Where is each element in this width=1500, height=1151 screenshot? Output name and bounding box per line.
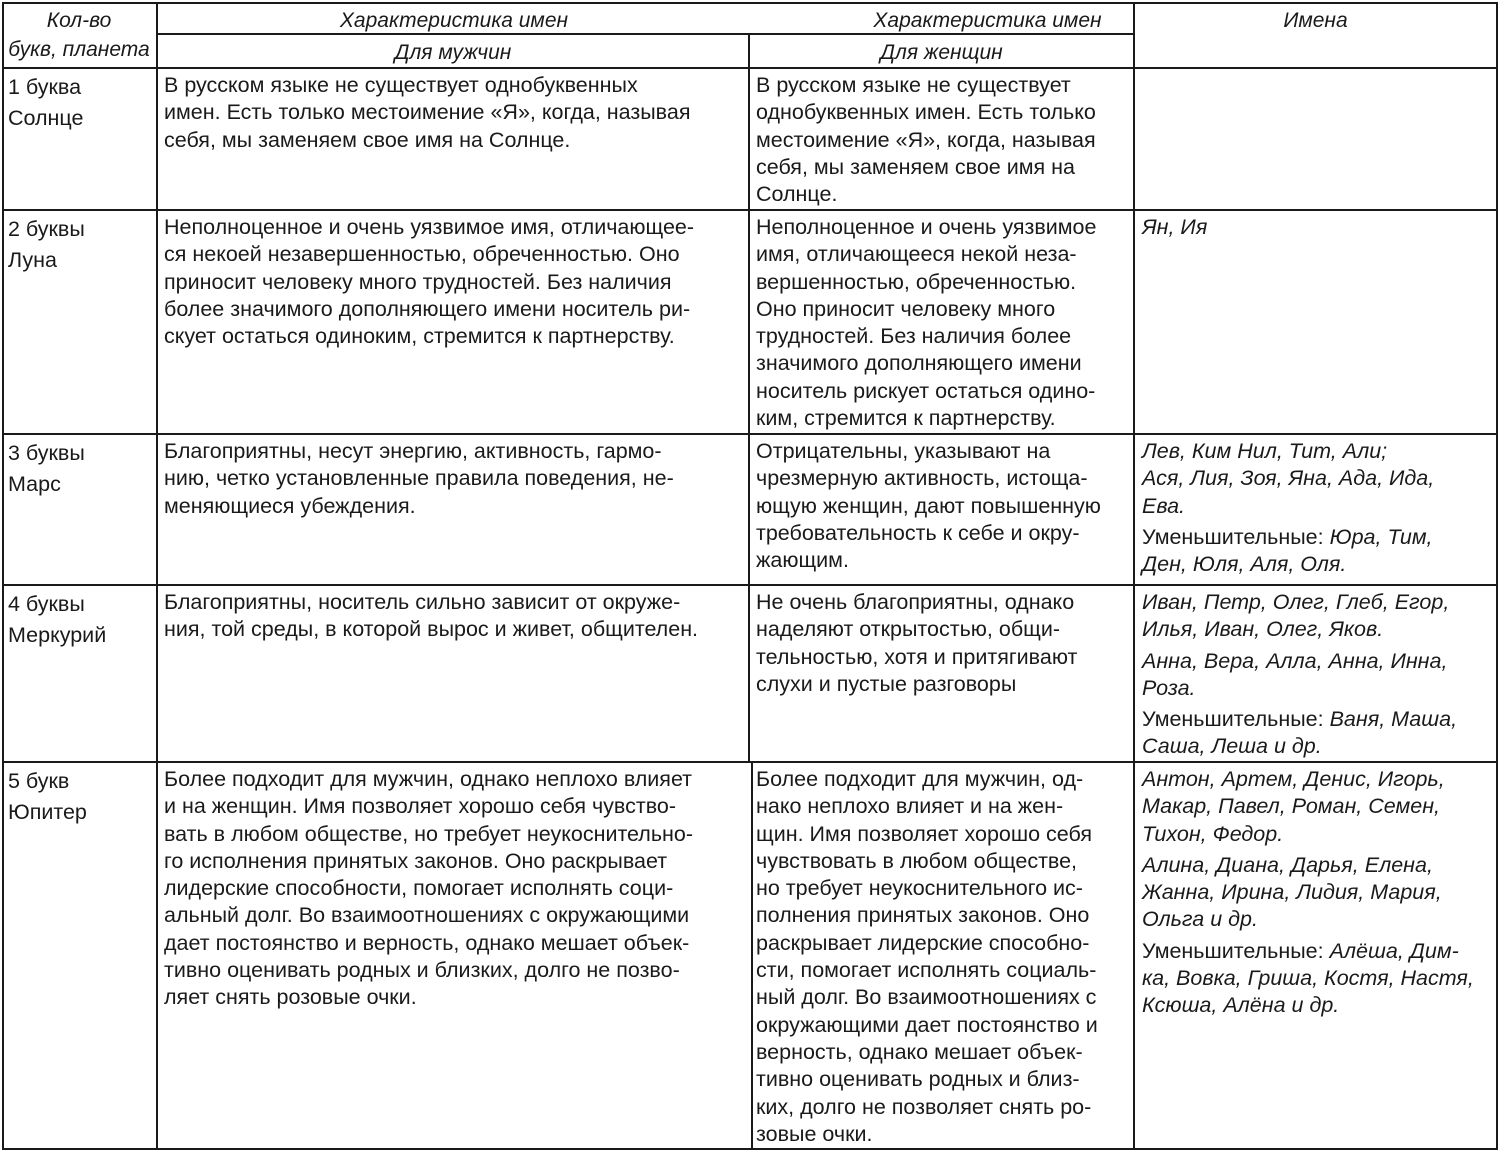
text-line: полнения принятых законов. Оно bbox=[756, 903, 1090, 928]
cell-names bbox=[1142, 589, 1494, 761]
names-text: Ян, Ия bbox=[1142, 215, 1208, 239]
text-line: сти, помогает исполнять социаль- bbox=[756, 958, 1097, 983]
text-line: наделяют открытостью, общи- bbox=[756, 617, 1060, 642]
text-line: В русском языке не существует однобуквенных bbox=[164, 73, 638, 97]
names-text: Юра, Тим, bbox=[1329, 524, 1433, 549]
header-women-sub: Для женщин bbox=[880, 41, 1003, 64]
names-line bbox=[1142, 465, 1494, 492]
text-line: Неполноценное и очень уязвимое имя, отличающее- bbox=[164, 215, 695, 239]
grid-row-sep-2 bbox=[2, 433, 1498, 435]
names-text: Макар, Павел, Роман, Семен, bbox=[1142, 794, 1440, 819]
letter-count: 5 букв bbox=[8, 769, 70, 793]
names-text: Илья, Иван, Олег, Яков. bbox=[1142, 617, 1384, 642]
text-line: го исполнения принятых законов. Оно раскрывает bbox=[164, 848, 668, 873]
header-men-sub: Для мужчин bbox=[394, 41, 512, 64]
grid-row-sep-3 bbox=[2, 584, 1498, 586]
cell-men-description bbox=[164, 438, 749, 520]
names-line bbox=[1142, 675, 1494, 702]
planet-name: Луна bbox=[8, 248, 57, 272]
text-line: вать в любом обществе, но требует неукоснительно- bbox=[164, 821, 694, 846]
text-line: ния, той среды, в которой вырос и живет, общителен. bbox=[164, 617, 699, 642]
text-line: значимого дополняющего имени bbox=[756, 351, 1082, 376]
cell-women-description bbox=[756, 589, 1134, 698]
text-line: Более подходит для мужчин, однако неплохо влияет bbox=[164, 767, 693, 791]
text-line: имя, отличающееся некой неза- bbox=[756, 242, 1077, 267]
names-text: Жанна, Ирина, Лидия, Мария, bbox=[1142, 880, 1442, 905]
text-line: требовательность к себе и окру- bbox=[756, 520, 1080, 545]
names-line bbox=[1142, 965, 1494, 992]
names-group bbox=[1142, 524, 1494, 579]
names-line bbox=[1142, 648, 1494, 675]
cell-count-planet bbox=[8, 589, 154, 651]
names-prefix: Уменьшительные: bbox=[1142, 524, 1330, 549]
text-line: верность, однако мешает объек- bbox=[756, 1039, 1083, 1064]
text-line: В русском языке не существует bbox=[756, 73, 1071, 97]
names-text: Антон, Артем, Денис, Игорь, bbox=[1142, 767, 1445, 791]
planet-name: Солнце bbox=[8, 106, 84, 130]
text-line: и на женщин. Имя позволяет хорошо себя чувство- bbox=[164, 794, 677, 819]
text-line: однобуквенных имен. Есть только bbox=[756, 100, 1096, 125]
text-line: трудностей. Без наличия более bbox=[756, 324, 1072, 349]
names-text: Анна, Вера, Алла, Анна, Инна, bbox=[1142, 648, 1448, 673]
text-line: тивно оценивать родных и близких, долго не позво- bbox=[164, 958, 680, 983]
text-line: тельностью, хотя и притягивают bbox=[756, 644, 1078, 669]
header-count-line1: Кол-во bbox=[46, 9, 112, 32]
text-line: тивно оценивать родных и близ- bbox=[756, 1067, 1080, 1092]
text-line: себя, мы заменяем свое имя на Солнце. bbox=[164, 127, 571, 152]
names-prefix: Уменьшительные: bbox=[1142, 938, 1330, 963]
text-line: Благоприятны, носитель сильно зависит от окруже- bbox=[164, 590, 681, 614]
text-line: окружающими дает постоянство и bbox=[756, 1012, 1098, 1037]
names-line bbox=[1142, 524, 1494, 551]
cell-names bbox=[1142, 766, 1494, 1020]
names-line bbox=[1142, 493, 1494, 520]
text-line: нию, четко установленные правила поведения, не- bbox=[164, 466, 674, 491]
names-line bbox=[1142, 766, 1494, 793]
text-line: ляет снять розовые очки. bbox=[164, 985, 417, 1010]
text-line: щин. Имя позволяет хорошо себя bbox=[756, 821, 1093, 846]
names-prefix: Уменьшительные: bbox=[1142, 707, 1330, 732]
names-text: Алина, Диана, Дарья, Елена, bbox=[1142, 852, 1433, 877]
text-line: чрезмерную активность, истоща- bbox=[756, 466, 1088, 491]
cell-names bbox=[1142, 214, 1494, 241]
letter-count: 1 буква bbox=[8, 75, 82, 99]
names-line bbox=[1142, 793, 1494, 820]
text-line: имен. Есть только местоимение «Я», когда, называя bbox=[164, 100, 691, 125]
names-line bbox=[1142, 938, 1494, 965]
text-line: чувствовать в любом обществе, bbox=[756, 848, 1078, 873]
names-line bbox=[1142, 852, 1494, 879]
names-line bbox=[1142, 906, 1494, 933]
text-line: вершенностью, обреченностью. bbox=[756, 269, 1077, 294]
names-line bbox=[1142, 821, 1494, 848]
names-text: Ася, Лия, Зоя, Яна, Ада, Ида, bbox=[1142, 466, 1435, 491]
names-group bbox=[1142, 648, 1494, 703]
header-count-line2: букв, планета bbox=[8, 38, 150, 61]
cell-men-description bbox=[164, 766, 749, 1012]
names-line bbox=[1142, 214, 1494, 241]
text-line: жающим. bbox=[756, 548, 849, 573]
text-line: Неполноценное и очень уязвимое bbox=[756, 215, 1097, 239]
names-group bbox=[1142, 766, 1494, 848]
names-line bbox=[1142, 733, 1494, 760]
names-text: Роза. bbox=[1142, 675, 1196, 700]
names-line bbox=[1142, 616, 1494, 643]
text-line: ющую женщин, дают повышенную bbox=[756, 493, 1101, 518]
names-text: ка, Вовка, Гриша, Костя, Настя, bbox=[1142, 966, 1474, 991]
names-text: Ксюша, Алёна и др. bbox=[1142, 993, 1340, 1018]
text-line: слухи и пустые разговоры bbox=[756, 671, 1017, 696]
names-group bbox=[1142, 706, 1494, 761]
letter-count: 4 буквы bbox=[8, 592, 85, 616]
names-line bbox=[1142, 706, 1494, 733]
text-line: скует остаться одиноким, стремится к партнерству. bbox=[164, 324, 675, 349]
cell-women-description bbox=[756, 438, 1134, 574]
names-text: Тихон, Федор. bbox=[1142, 821, 1284, 846]
text-line: раскрывает лидерские способно- bbox=[756, 930, 1090, 955]
names-group bbox=[1142, 438, 1494, 520]
grid-col-sep-1 bbox=[156, 2, 158, 1150]
cell-women-description bbox=[756, 766, 1134, 1148]
text-line: Оно приносит человеку много bbox=[756, 296, 1056, 321]
cell-men-description bbox=[164, 589, 749, 644]
cell-women-description bbox=[756, 214, 1134, 432]
cell-count-planet bbox=[8, 438, 154, 500]
cell-men-description bbox=[164, 72, 749, 154]
text-line: Не очень благоприятны, однако bbox=[756, 590, 1075, 614]
cell-count-planet bbox=[8, 72, 154, 134]
names-text: Ден, Юля, Аля, Оля. bbox=[1142, 552, 1347, 577]
grid-row-sep-4 bbox=[2, 761, 1498, 763]
text-line: Отрицательны, указывают на bbox=[756, 439, 1051, 463]
text-line: Более подходит для мужчин, од- bbox=[756, 767, 1084, 791]
names-line bbox=[1142, 879, 1494, 906]
names-group bbox=[1142, 589, 1494, 644]
text-line: ким, стремится к партнерству. bbox=[756, 406, 1056, 431]
names-text: Лев, Ким Нил, Тит, Али; bbox=[1142, 439, 1388, 463]
names-text: Ольга и др. bbox=[1142, 907, 1258, 932]
planet-name: Юпитер bbox=[8, 800, 87, 824]
text-line: зовые очки. bbox=[756, 1121, 873, 1146]
header-women-top: Характеристика имен bbox=[873, 9, 1102, 32]
text-line: но требует неукоснительного ис- bbox=[756, 876, 1083, 901]
names-line bbox=[1142, 992, 1494, 1019]
text-line: альный долг. Во взаимоотношениях с окружающими bbox=[164, 903, 690, 928]
planet-name: Марс bbox=[8, 472, 61, 496]
names-line bbox=[1142, 438, 1494, 465]
names-text: Алёша, Дим- bbox=[1329, 938, 1459, 963]
planet-name: Меркурий bbox=[8, 623, 107, 647]
letter-count: 2 буквы bbox=[8, 217, 85, 241]
text-line: ный долг. Во взаимоотношениях с bbox=[756, 985, 1097, 1010]
text-line: ся некоей незавершенностью, обреченностью. Оно bbox=[164, 242, 680, 267]
text-line: меняющиеся убеждения. bbox=[164, 493, 416, 518]
cell-men-description bbox=[164, 214, 749, 350]
grid-col-sep-2b bbox=[751, 763, 753, 1150]
grid-bottom-border bbox=[2, 1148, 1498, 1150]
names-text: Ева. bbox=[1142, 493, 1186, 518]
grid-row-sep-1 bbox=[2, 209, 1498, 211]
names-text: Саша, Леша и др. bbox=[1142, 734, 1322, 759]
text-line: нако неплохо влияет и на жен- bbox=[756, 794, 1064, 819]
names-group bbox=[1142, 938, 1494, 1020]
header-count-planet bbox=[4, 6, 154, 64]
header-men-top: Характеристика имен bbox=[339, 9, 569, 32]
cell-count-planet bbox=[8, 214, 154, 276]
text-line: Солнце. bbox=[756, 182, 838, 207]
text-line: лидерские способности, помогает исполнять соци- bbox=[164, 876, 674, 901]
names-text: Ваня, Маша, bbox=[1329, 707, 1458, 732]
grid-right-border bbox=[1496, 2, 1498, 1150]
cell-count-planet bbox=[8, 766, 154, 828]
grid-left-border bbox=[2, 2, 4, 1150]
letter-count: 3 буквы bbox=[8, 441, 85, 465]
grid-top-border bbox=[2, 2, 1498, 4]
grid-header-bottom-line bbox=[2, 67, 1498, 69]
names-line bbox=[1142, 551, 1494, 578]
header-names: Имена bbox=[1283, 9, 1348, 32]
cell-names bbox=[1142, 438, 1494, 578]
text-line: дает постоянство и верность, однако мешает объек- bbox=[164, 930, 690, 955]
names-group bbox=[1142, 852, 1494, 934]
names-text: Иван, Петр, Олег, Глеб, Егор, bbox=[1142, 590, 1450, 614]
text-line: носитель рискует остаться одино- bbox=[756, 378, 1096, 403]
text-line: приносит человеку много трудностей. Без наличия bbox=[164, 269, 672, 294]
text-line: Благоприятны, несут энергию, активность, гармо- bbox=[164, 439, 662, 463]
text-line: себя, мы заменяем свое имя на bbox=[756, 154, 1075, 179]
text-line: более значимого дополняющего имени носитель ри- bbox=[164, 296, 691, 321]
names-group bbox=[1142, 214, 1494, 241]
text-line: ких, долго не позволяет снять ро- bbox=[756, 1094, 1092, 1119]
cell-women-description bbox=[756, 72, 1134, 208]
text-line: местоимение «Я», когда, называя bbox=[756, 127, 1096, 152]
names-line bbox=[1142, 589, 1494, 616]
